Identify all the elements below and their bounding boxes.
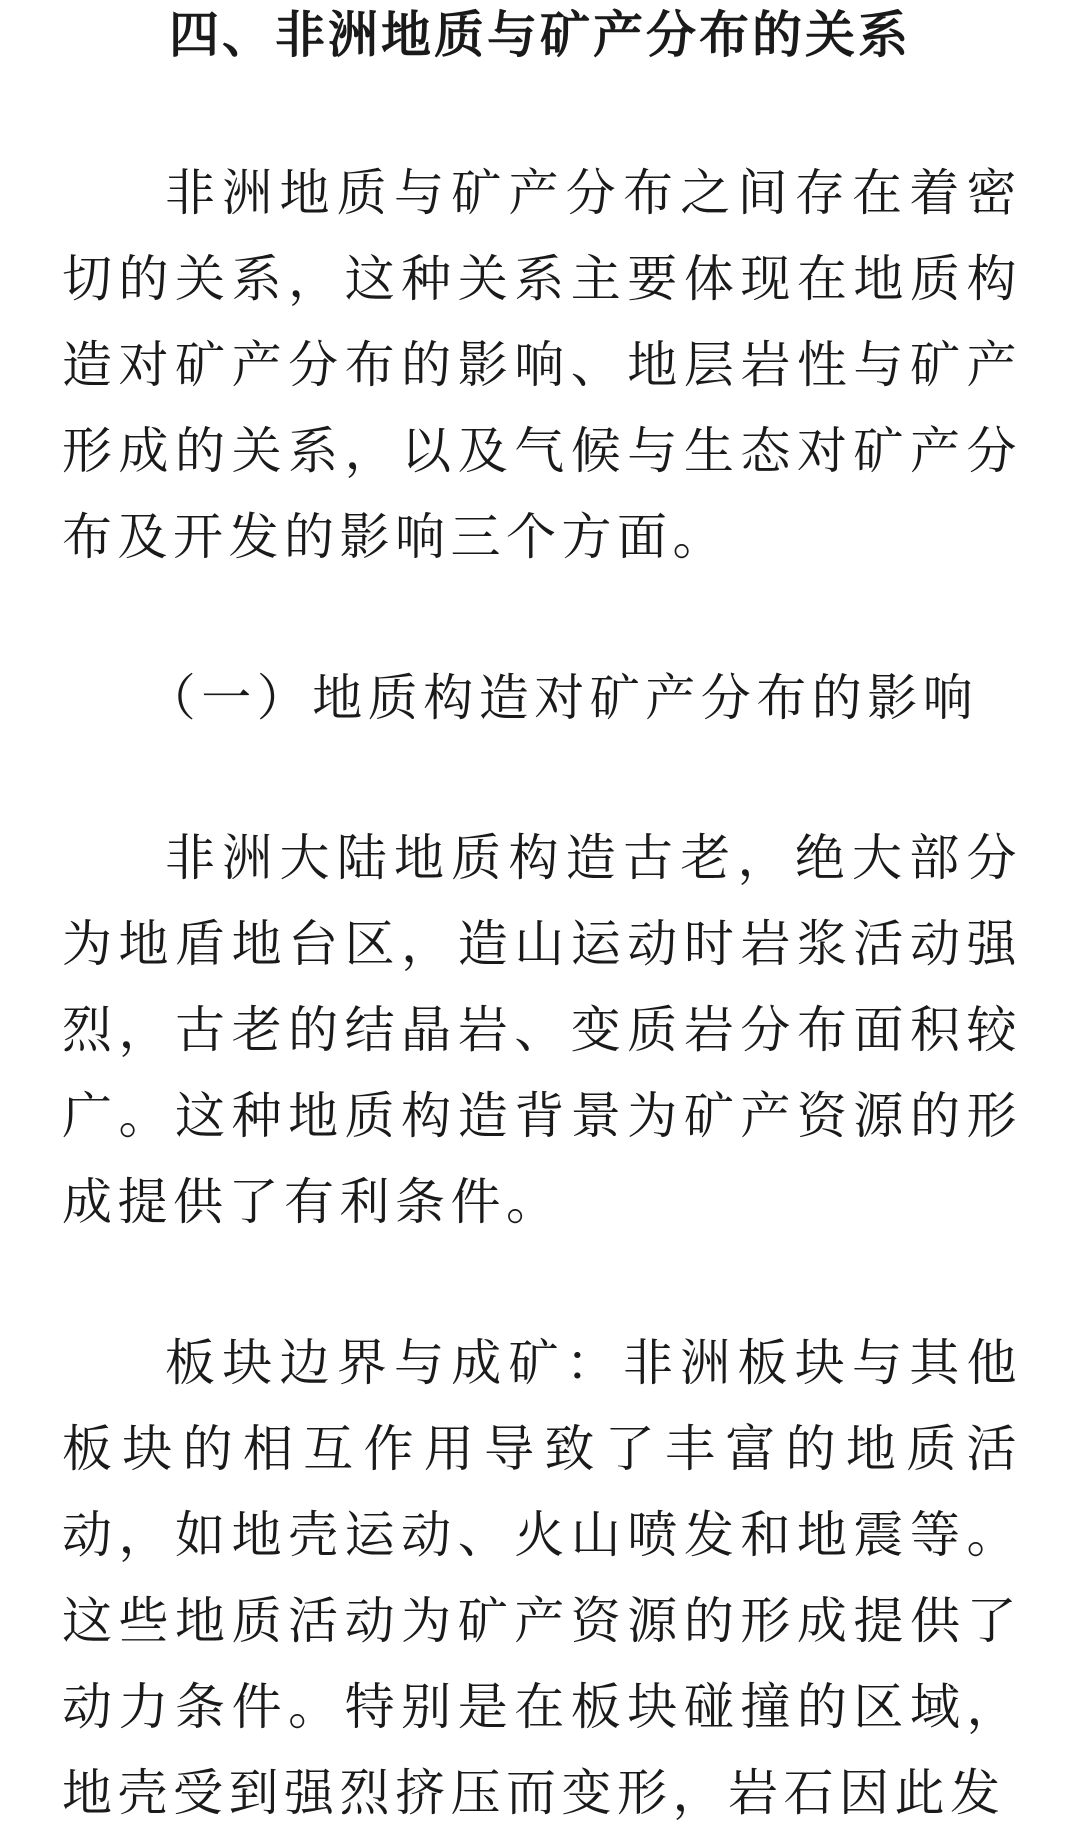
section-title: 四、非洲地质与矿产分布的关系 bbox=[169, 6, 911, 64]
paragraph-geologic-structure: 非洲大陆地质构造古老，绝大部分为地盾地台区，造山运动时岩浆活动强烈，古老的结晶岩、变质岩分布面积较广。这种地质构造背景为矿产资源的形成提供了有利条件。 bbox=[62, 829, 1022, 1231]
paragraph-plate-boundary: 板块边界与成矿：非洲板块与其他板块的相互作用导致了丰富的地质活动，如地壳运动、火山喷发和地震等。这些地质活动为矿产资源的形成提供了动力条件。特别是在板块碰撞的区域，地壳受到强烈挤压而变形，岩石因此发 bbox=[62, 1334, 1022, 1822]
intro-paragraph: 非洲地质与矿产分布之间存在着密切的关系，这种关系主要体现在地质构造对矿产分布的影响、地层岩性与矿产形成的关系，以及气候与生态对矿产分布及开发的影响三个方面。 bbox=[62, 164, 1022, 566]
subsection-title: （一）地质构造对矿产分布的影响 bbox=[145, 669, 979, 727]
